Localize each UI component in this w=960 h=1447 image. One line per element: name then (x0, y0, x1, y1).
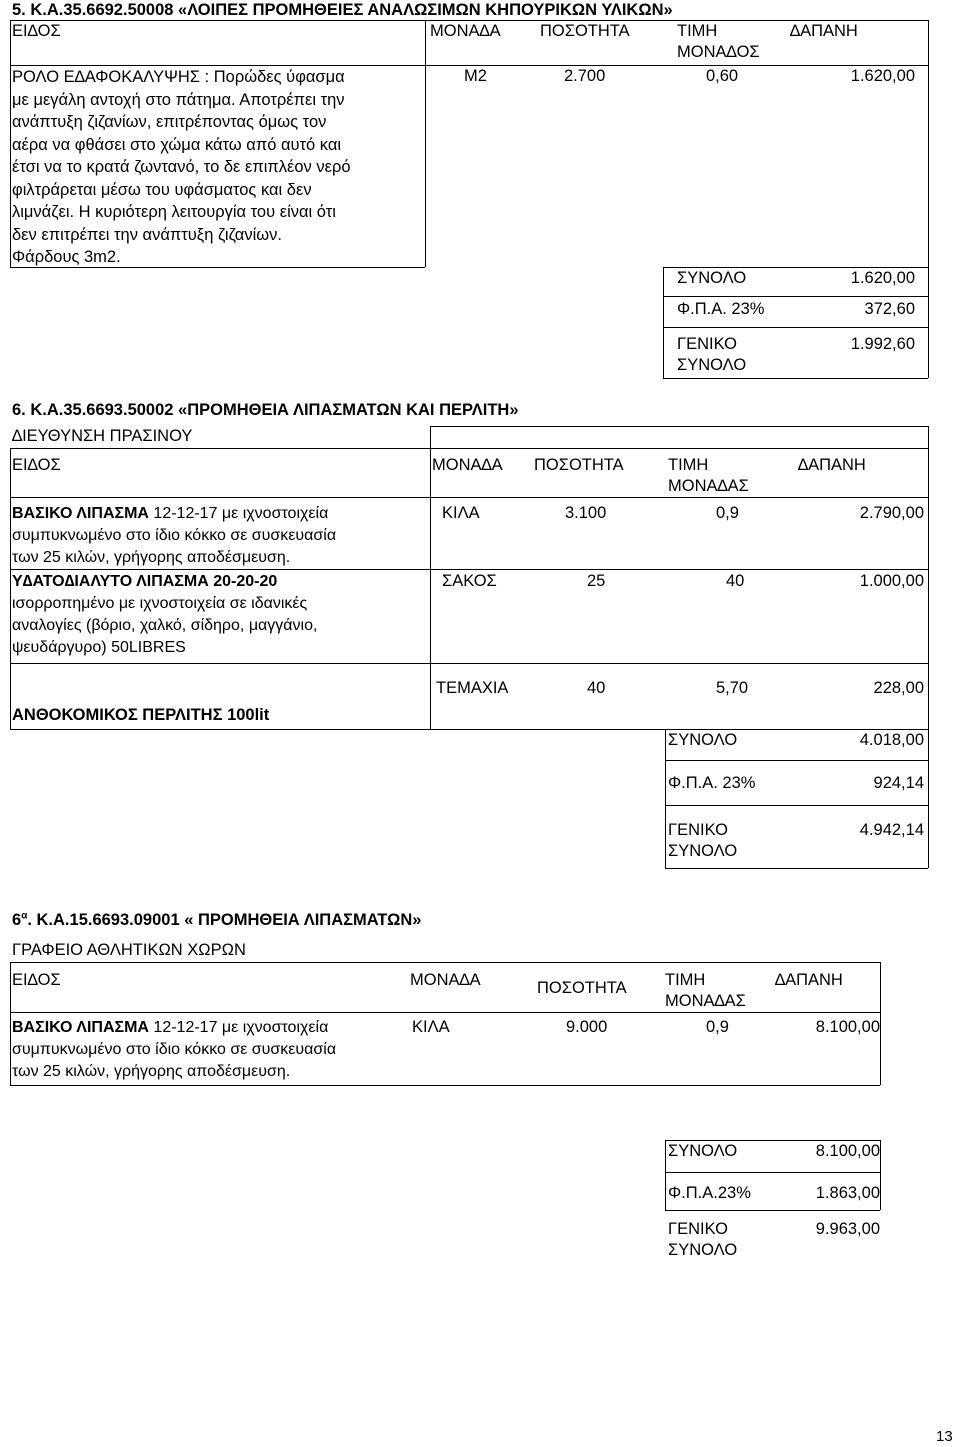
item-unit-price: 5,70 (716, 679, 749, 697)
item-unit-price: 0,60 (706, 67, 739, 85)
sum-label: ΣΥΝΟΛΟ (668, 731, 738, 749)
header-item: ΕΙ∆ΟΣ (12, 971, 61, 989)
sum-label: ΣΥΝΟΛΟ (668, 1142, 738, 1160)
item-name: ΡΟΛΟ Ε∆ΑΦΟΚΑΛΥΨΗΣ (12, 68, 200, 86)
item-unit-price: 0,9 (716, 504, 739, 522)
item-cost: 1.000,00 (859, 572, 924, 590)
table-rule (10, 962, 11, 1085)
item-quantity: 25 (587, 572, 606, 590)
desc-line: δεν επιτρέπει την ανάπτυξη ζιζανίων. (12, 225, 282, 244)
grand-total-label: ΓΕΝΙΚΟ (668, 1220, 728, 1238)
vat-value: 372,60 (864, 300, 915, 318)
section5-title: 5. Κ.Α.35.6692.50008 «ΛΟΙΠΕΣ ΠΡΟΜΗΘΕΙΕΣ ΑΝΑΛΩΣΙΜΩΝ ΚΗΠΟΥΡΙΚΩΝ ΥΛΙΚΩΝ» (12, 1, 673, 19)
table-rule (663, 378, 928, 379)
grand-total-label: ΓΕΝΙΚΟ (668, 821, 728, 839)
title-number: 6 (12, 911, 22, 929)
table-rule (665, 1172, 880, 1173)
item-unit: ΤΕΜΑΧΙΑ (436, 679, 509, 697)
desc-line: συμπυκνωμένο στο ίδιο κόκκο σε συσκευασία (12, 527, 337, 544)
item-name: ΒΑΣΙΚΟ ΛΙΠΑΣΜΑ (12, 505, 149, 522)
section6-title: 6. Κ.Α.35.6693.50002 «ΠΡΟΜΗΘΕΙΑ ΛΙΠΑΣΜΑΤΩΝ ΚΑΙ ΠΕΡΛΙΤΗ» (12, 401, 519, 419)
header-cost: ∆ΑΠΑΝΗ (790, 22, 858, 40)
grand-total-value: 1.992,60 (850, 335, 915, 353)
header-unit: ΜΟΝΑ∆Α (432, 456, 503, 474)
title-superscript: α (21, 910, 28, 922)
vat-label: Φ.Π.Α. 23% (668, 774, 756, 792)
item-description (12, 66, 422, 269)
item-cost: 1.620,00 (850, 67, 915, 85)
table-rule (10, 448, 11, 729)
table-rule (10, 497, 928, 498)
desc-line: : Πορώδες ύφασμα (199, 68, 345, 86)
table-rule (663, 296, 928, 297)
grand-total-label: ΓΕΝΙΚΟ (677, 335, 737, 353)
header-item: ΕΙ∆ΟΣ (12, 22, 61, 40)
desc-line: έτσι να το κρατά ζωντανό, το δε επιπλέον νερό (12, 158, 351, 176)
sum-value: 1.620,00 (850, 269, 915, 287)
desc-line: αναλογίες (βόριο, χαλκό, σίδηρο, μαγγάνιο, (12, 617, 318, 634)
table-rule (663, 267, 664, 378)
table-rule (430, 426, 928, 427)
grand-total-label-line2: ΣΥΝΟΛΟ (668, 842, 738, 860)
table-rule (665, 1210, 880, 1211)
table-rule (665, 868, 928, 869)
grand-total-value: 9.963,00 (815, 1220, 880, 1238)
item-description (12, 571, 427, 659)
table-rule (880, 1140, 881, 1210)
desc-line: αέρα να φθάσει στο χώμα κάτω από αυτό και (12, 135, 342, 154)
table-rule (10, 448, 928, 449)
desc-line: των 25 κιλών, γρήγορης αποδέσμευση. (12, 549, 291, 566)
header-quantity: ΠΟΣΟΤΗΤΑ (537, 979, 627, 997)
section6a-department: ΓΡΑΦΕΙΟ ΑΘΛΗΤΙΚΩΝ ΧΩΡΩΝ (12, 941, 246, 959)
table-rule (665, 760, 928, 761)
desc-line: Φάρδους 3m2. (12, 248, 121, 266)
table-rule (430, 426, 431, 729)
header-quantity: ΠΟΣΟΤΗΤΑ (534, 456, 624, 474)
table-rule (10, 729, 928, 730)
section6-department: ∆ΙΕΥΘΥΝΣΗ ΠΡΑΣΙΝΟΥ (12, 427, 193, 445)
table-rule (663, 327, 928, 328)
item-quantity: 40 (587, 679, 606, 697)
header-unit-price: ΤΙΜΗ (677, 22, 718, 40)
table-rule (425, 20, 426, 267)
item-name: Υ∆ΑΤΟ∆ΙΑΛΥΤΟ ΛΙΠΑΣΜΑ 20-20-20 (12, 573, 278, 590)
header-unit-price-line2: ΜΟΝΑ∆ΑΣ (668, 477, 749, 495)
item-cost: 228,00 (873, 679, 924, 697)
table-rule (10, 20, 11, 267)
desc-line: 12-12-17 με ιχνοστοιχεία (148, 1019, 329, 1036)
desc-line: λιμνάζει. Η κυριότερη λειτουργία του είναι ότι (12, 203, 336, 221)
desc-line: με μεγάλη αντοχή στο πάτημα. Αποτρέπει την (12, 90, 345, 109)
table-rule (10, 1085, 880, 1086)
grand-total-value: 4.942,14 (859, 821, 924, 839)
vat-label: Φ.Π.Α.23% (668, 1184, 751, 1202)
desc-line: ανάπτυξη ζιζανίων, επιτρέποντας όμως τον (12, 113, 327, 131)
item-unit-price: 40 (726, 572, 745, 590)
sum-value: 4.018,00 (859, 731, 924, 749)
desc-line: 12-12-17 με ιχνοστοιχεία (148, 505, 329, 522)
header-quantity: ΠΟΣΟΤΗΤΑ (540, 22, 630, 40)
item-description (12, 1017, 412, 1083)
item-unit: Μ2 (464, 67, 487, 85)
table-rule (10, 569, 928, 570)
vat-label: Φ.Π.Α. 23% (677, 300, 765, 318)
sum-label: ΣΥΝΟΛΟ (677, 269, 747, 287)
desc-line: των 25 κιλών, γρήγορης αποδέσμευση. (12, 1063, 291, 1080)
desc-line: φιλτράρεται μέσω του υφάσματος και δεν (12, 180, 312, 199)
vat-value: 1.863,00 (815, 1184, 880, 1202)
item-unit: ΣΑΚΟΣ (442, 572, 497, 590)
table-rule (928, 20, 929, 378)
item-cost: 2.790,00 (859, 504, 924, 522)
header-unit-price-line2: ΜΟΝΑ∆ΟΣ (677, 43, 760, 61)
sum-value: 8.100,00 (815, 1142, 880, 1160)
grand-total-label-line2: ΣΥΝΟΛΟ (668, 1241, 738, 1259)
page-number: 13 (936, 1428, 953, 1445)
header-unit: ΜΟΝΑ∆Α (410, 971, 481, 989)
item-unit-price: 0,9 (706, 1018, 729, 1036)
table-rule (928, 426, 929, 868)
header-cost: ∆ΑΠΑΝΗ (798, 456, 866, 474)
item-quantity: 3.100 (565, 504, 607, 522)
header-cost: ∆ΑΠΑΝΗ (775, 971, 843, 989)
item-name: ΒΑΣΙΚΟ ΛΙΠΑΣΜΑ (12, 1019, 149, 1036)
header-item: ΕΙ∆ΟΣ (12, 456, 61, 474)
table-rule (10, 663, 928, 664)
table-rule (880, 962, 881, 1085)
desc-line: συμπυκνωμένο στο ίδιο κόκκο σε συσκευασία (12, 1041, 337, 1058)
desc-line: ψευδάργυρο) 50LIBRES (12, 639, 186, 656)
title-text: . Κ.Α.15.6693.09001 « ΠΡΟΜΗΘΕΙΑ ΛΙΠΑΣΜΑΤΩΝ» (27, 911, 422, 929)
header-unit-price-line2: ΜΟΝΑ∆ΑΣ (665, 992, 746, 1010)
item-cost: 8.100,00 (815, 1018, 880, 1036)
section6a-title (12, 910, 421, 931)
item-unit: ΚΙΛΑ (442, 504, 480, 522)
item-description (12, 503, 427, 569)
table-rule (10, 962, 880, 963)
table-rule (665, 805, 928, 806)
item-quantity: 9.000 (566, 1018, 608, 1036)
item-quantity: 2.700 (564, 67, 606, 85)
table-rule (665, 729, 666, 868)
header-unit-price: ΤΙΜΗ (665, 971, 706, 989)
table-rule (10, 1012, 880, 1013)
table-rule (665, 1140, 666, 1210)
desc-line: ισορροπημένο με ιχνοστοιχεία σε ιδανικές (12, 595, 308, 612)
item-name: ΑΝΘΟΚΟΜΙΚΟΣ ΠΕΡΛΙΤΗΣ 100lit (12, 706, 270, 724)
vat-value: 924,14 (873, 774, 924, 792)
item-unit: ΚΙΛΑ (412, 1018, 450, 1036)
header-unit: ΜΟΝΑ∆Α (430, 22, 501, 40)
grand-total-label-line2: ΣΥΝΟΛΟ (677, 356, 747, 374)
header-unit-price: ΤΙΜΗ (668, 456, 709, 474)
